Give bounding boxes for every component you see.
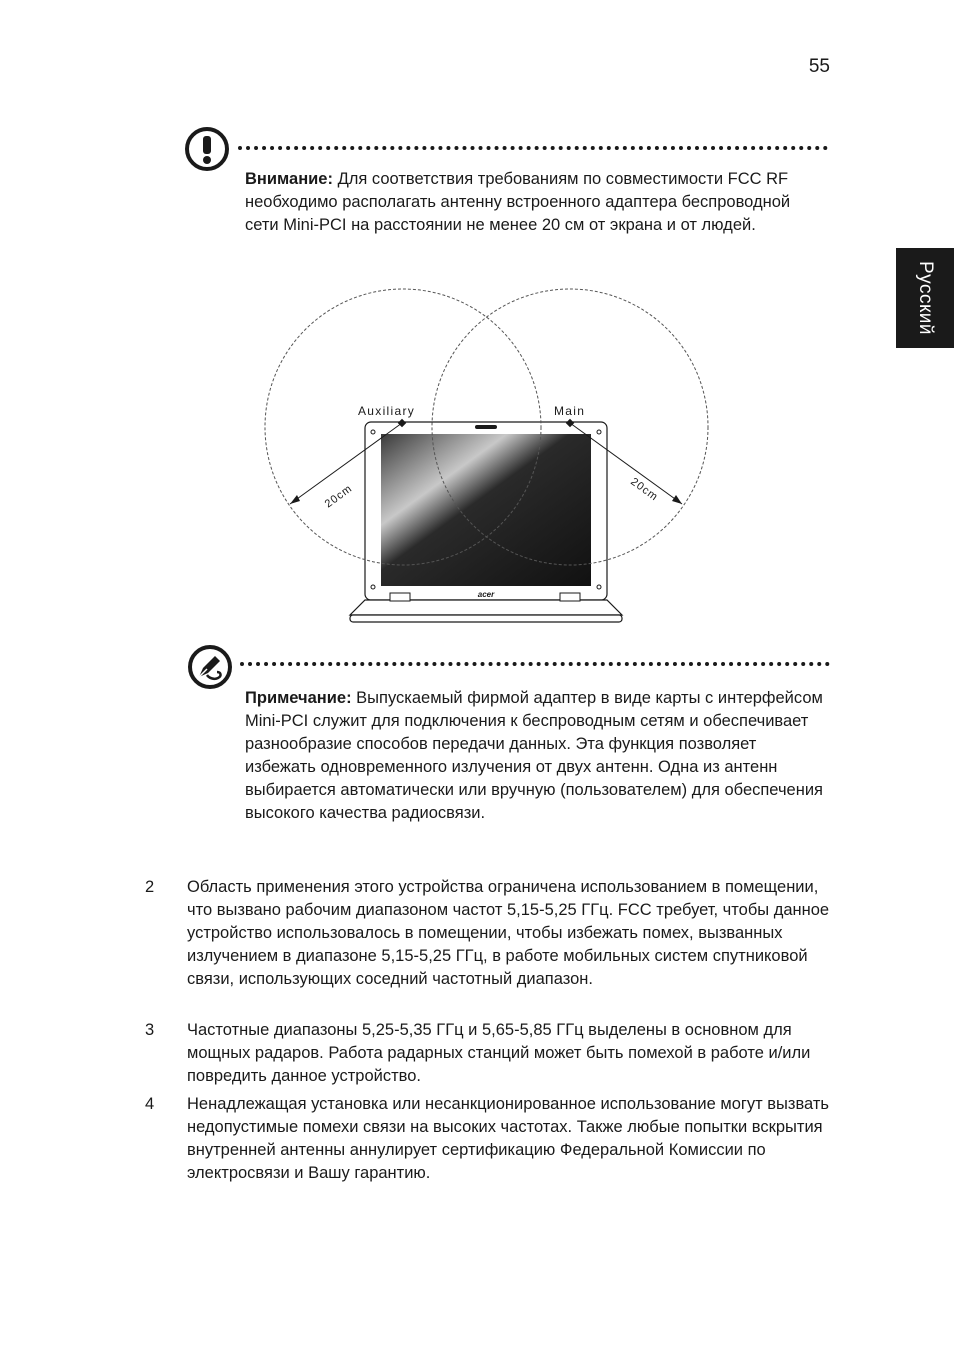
pen-note-icon [187,644,233,690]
warning-divider [238,146,828,150]
distance-label-right: 20cm [628,475,661,504]
note-divider [240,662,830,666]
list-item-number: 4 [145,1095,155,1113]
note-label: Примечание: [245,689,352,707]
exclamation-icon [184,126,230,172]
note-text [245,687,825,825]
antenna-diagram [250,282,720,632]
warning-text [245,168,825,237]
distance-label-left: 20cm [322,482,355,511]
main-label: Main [554,404,586,418]
list-item-number: 3 [145,1021,155,1039]
laptop-base [350,600,622,615]
list-item-number: 2 [145,878,155,896]
auxiliary-label: Auxiliary [358,404,416,418]
list-item-text: Частотные диапазоны 5,25-5,35 ГГц и 5,65-5,85 ГГц выделены в основном для мощных радаров. Работа радарных станций может быть помехой в работе и/или повредить данное устройство. [187,1021,811,1085]
list-item-text: Ненадлежащая установка или несанкционированное использование могут вызвать недопустимые помехи связи на высоких частотах. Также любые попытки вскрытия внутренней антенны аннулирует сертификацию Федеральной Комиссии по электросвязи и Вашу гарантию. [187,1095,830,1182]
warning-label: Внимание: [245,170,333,188]
note-body: Выпускаемый фирмой адаптер в виде карты с интерфейсом Mini-PCI служит для подключения к беспроводным сетям и обеспечивает разнообразие способов передачи данных. Эта функция позволяет избежать одновременного излучения от двух антенн. Одна из антенн выбирается автоматически или вручную (пользователем) для обеспечения высокого качества радиосвязи. [245,689,823,822]
laptop-screen [381,434,591,586]
brand-logo: acer [477,590,495,599]
warning-body: Для соответствия требованиям по совместимости FCC RF необходимо располагать антенну встроенного адаптера беспроводной сети Mini-PCI на расстоянии не менее 20 см от экрана и от людей. [245,170,791,234]
page-number: 55 [808,56,830,77]
language-tab-label: Русский [915,261,936,335]
language-tab [896,248,954,348]
list-item-text: Область применения этого устройства ограничена использованием в помещении, что вызвано рабочим диапазоном частот 5,15-5,25 ГГц. FCC требует, чтобы данное устройство использовалось в помещении, чтобы избежать помех, вызванных излучением в диапазоне 5,15-5,25 ГГц, в работе мобильных систем спутниковой связи, использующих соседний частотный диапазон. [187,878,830,988]
